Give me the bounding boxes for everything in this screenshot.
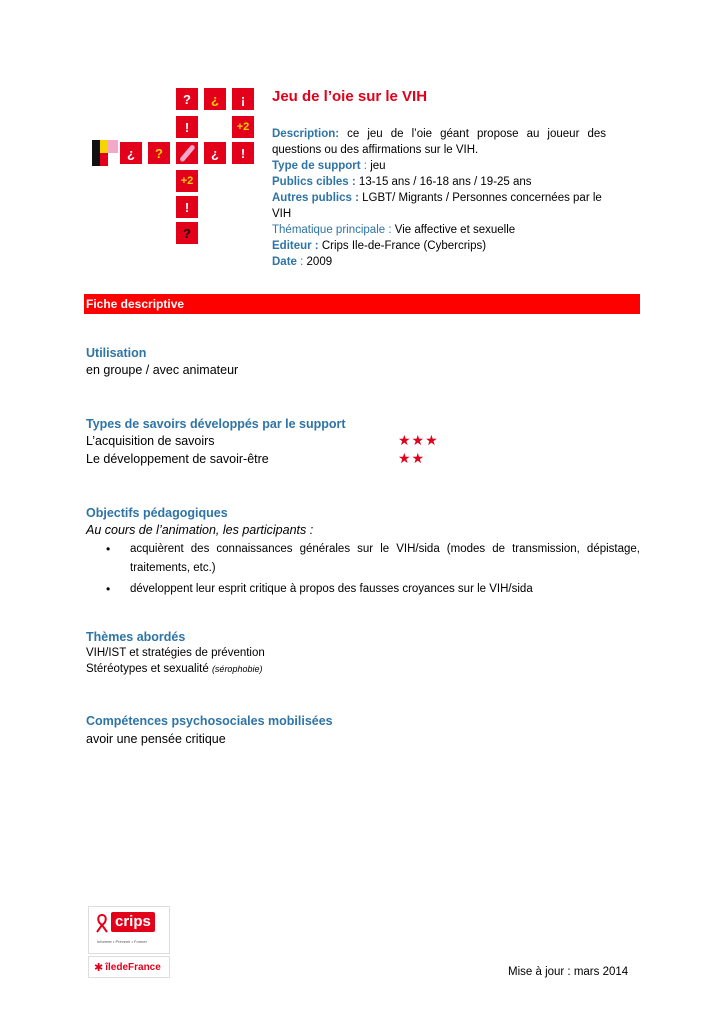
board-cell: ?: [148, 142, 170, 164]
rating-stars: ★★: [398, 450, 426, 466]
condom-icon: [178, 144, 196, 162]
color-swatch: [100, 153, 108, 166]
board-cell: ?: [176, 222, 198, 244]
board-cell: ¿: [120, 142, 142, 164]
themes-heading: Thèmes abordés: [86, 630, 186, 644]
savoir-item-label: L’acquisition de savoirs: [86, 434, 215, 448]
star-icon: ✱: [94, 961, 104, 974]
autres-publics-label: Autres publics :: [272, 192, 359, 204]
iledefrance-logo: [88, 956, 170, 978]
thematique-value: Vie affective et sexuelle: [394, 224, 516, 236]
competences-heading: Compétences psychosociales mobilisées: [86, 714, 333, 728]
date-value: 2009: [306, 256, 333, 268]
crips-logo: [88, 906, 170, 954]
footer-update: Mise à jour : mars 2014: [508, 966, 629, 978]
objectifs-heading: Objectifs pédagogiques: [86, 506, 228, 520]
objectif-item: • développent leur esprit critique à propos des fausses croyances sur le VIH/sida: [86, 580, 640, 599]
color-swatch: [108, 153, 118, 166]
color-swatch: [92, 140, 100, 166]
board-cell: ?: [176, 88, 198, 110]
savoirs-heading: Types de savoirs développés par le support: [86, 417, 346, 431]
color-swatch: [100, 140, 108, 153]
board-cell: !: [232, 142, 254, 164]
board-cell: !: [176, 116, 198, 138]
game-info: [272, 126, 606, 270]
game-board-image: [92, 86, 250, 242]
utilisation-heading: Utilisation: [86, 346, 147, 360]
description-value: ce jeu de l’oie géant propose au joueur des questions ou des affirmations sur le VIH.: [272, 128, 606, 156]
rating-stars: ★★★: [398, 432, 439, 448]
themes-line2-small: (sérophobie): [211, 664, 263, 674]
objectifs-intro: Au cours de l’animation, les participants :: [86, 523, 314, 537]
support-sep: :: [360, 160, 371, 172]
thematique-label: Thématique principale: [272, 224, 386, 236]
thematique-sep: :: [385, 224, 395, 236]
board-cell: ¡: [232, 88, 254, 110]
game-title: Jeu de l’oie sur le VIH: [272, 88, 428, 105]
color-swatch: [108, 140, 118, 153]
themes-line2-text: Stéréotypes et sexualité: [86, 663, 212, 675]
support-label: Type de support: [272, 160, 361, 172]
autres-publics-value: LGBT/ Migrants / Personnes concernées par le VIH: [272, 192, 602, 220]
board-cell: +2: [176, 170, 198, 192]
description-label: Description:: [272, 128, 340, 140]
crips-tagline: Informer • Prévenir • Former: [97, 939, 147, 944]
objectifs-list: [86, 540, 640, 599]
fiche-descriptive-bar: Fiche descriptive: [84, 294, 640, 314]
editeur-label: Editeur :: [272, 240, 319, 252]
board-cell: +2: [232, 116, 254, 138]
utilisation-text: en groupe / avec animateur: [86, 363, 239, 377]
publics-value: 13-15 ans / 16-18 ans / 19-25 ans: [355, 176, 532, 188]
editeur-value: Crips Ile-de-France (Cybercrips): [318, 240, 487, 252]
crips-logo-text: crips: [111, 912, 155, 932]
competences-text: avoir une pensée critique: [86, 732, 226, 746]
board-cell: !: [176, 196, 198, 218]
ribbon-icon: [95, 913, 109, 933]
publics-label: Publics cibles :: [272, 176, 356, 188]
themes-line: [86, 663, 262, 675]
objectif-item: • acquièrent des connaissances générales sur le VIH/sida (modes de transmission, dépistage, traitements, etc.): [86, 540, 640, 578]
support-value: jeu: [370, 160, 386, 172]
iledefrance-text: îledeFrance: [105, 961, 161, 973]
condom-cell: [176, 142, 198, 164]
board-cell: ¿: [204, 142, 226, 164]
board-cell: ¿: [204, 88, 226, 110]
themes-line: VIH/IST et stratégies de prévention: [86, 647, 265, 659]
date-label: Date: [272, 256, 297, 268]
savoir-item-label: Le développement de savoir-être: [86, 452, 269, 466]
date-sep: :: [296, 256, 307, 268]
